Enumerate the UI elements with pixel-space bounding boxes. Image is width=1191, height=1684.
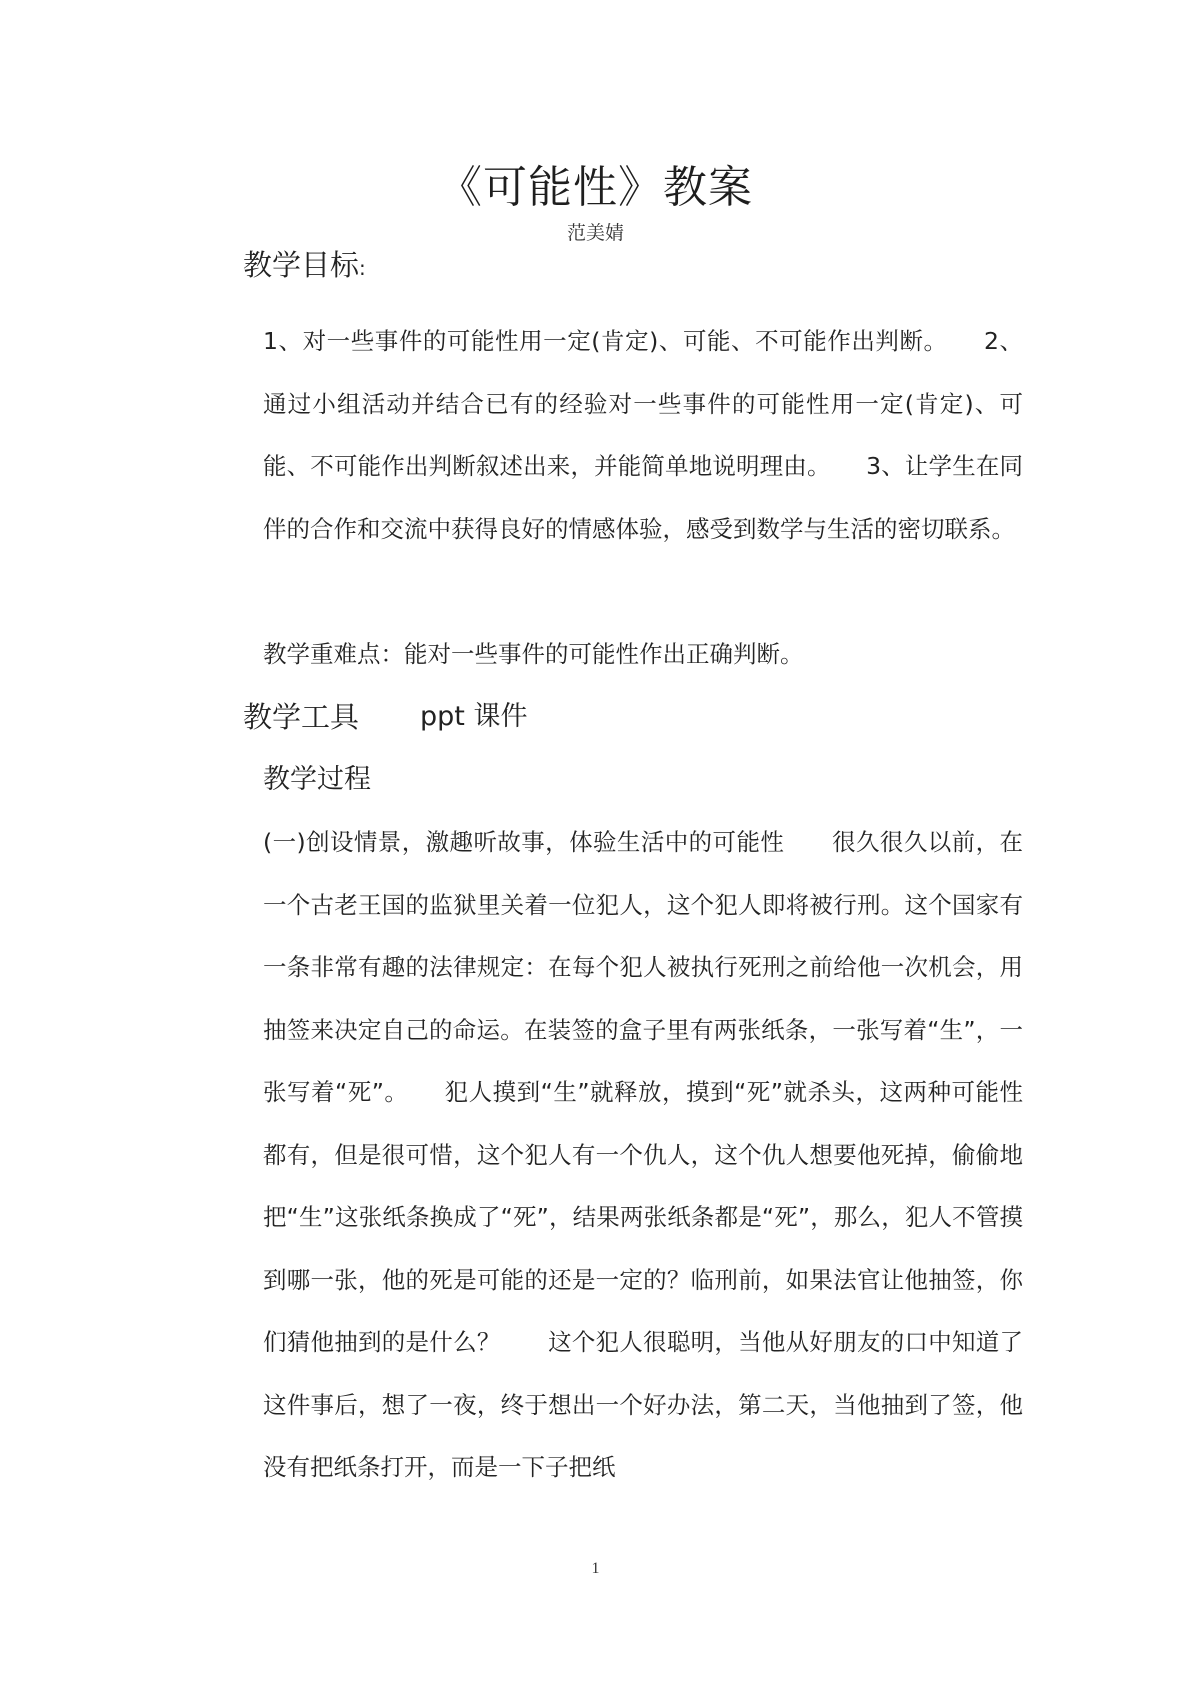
process-heading: 教学过程 [263, 764, 371, 795]
objectives-heading-colon: : [359, 256, 366, 280]
objectives-paragraph: 1、对一些事件的可能性用一定(肯定)、可能、不可能作出判断。 2、通过小组活动并结合已有的经验对一些事件的可能性用一定(肯定)、可能、不可能作出判断叙述出来，并能简单地说明理由。 3、让学生在同伴的合作和交流中获得良好的情感体验，感受到数学与生活的密切联系。 [263, 327, 1023, 543]
document-author: 范美婧 [566, 222, 624, 244]
process-paragraph: (一)创设情景，激趣听故事，体验生活中的可能性 很久很久以前，在一个古老王国的监狱里关着一位犯人，这个犯人即将被行刑。这个国家有一条非常有趣的法律规定：在每个犯人被执行死刑之前给他一次机会，用抽签来决定自己的命运。在装签的盒子里有两张纸条，一张写着“生”，一张写着“死”。 犯人摸到“生”就释放，摸到“死”就杀头，这两种可能性都有，但是很可惜，这个犯人有一个仇人，这个仇人想要他死掉，偷偷地把“生”这张纸条换成了“死”，结果两张纸条都是“死”，那么，犯人不管摸到哪一张，他的死是可能的还是一定的？临刑前，如果法官让他抽签，你们猜他抽到的是什么？ 这个犯人很聪明，当他从好朋友的口中知道了这件事后，想了一夜，终于想出一个好办法，第二天，当他抽到了签，他没有把纸条打开，而是一下子把纸 [263, 828, 1023, 1481]
tools-value: ppt 课件 [420, 701, 528, 732]
page-number: 1 [591, 1560, 600, 1577]
objectives-heading [243, 245, 366, 288]
document-title: 《可能性》教案 [438, 162, 753, 213]
objectives-heading-text: 教学目标 [243, 248, 360, 282]
tools-label: 教学工具 [243, 700, 360, 734]
key-points-paragraph: 教学重难点：能对一些事件的可能性作出正确判断。 [263, 640, 804, 668]
